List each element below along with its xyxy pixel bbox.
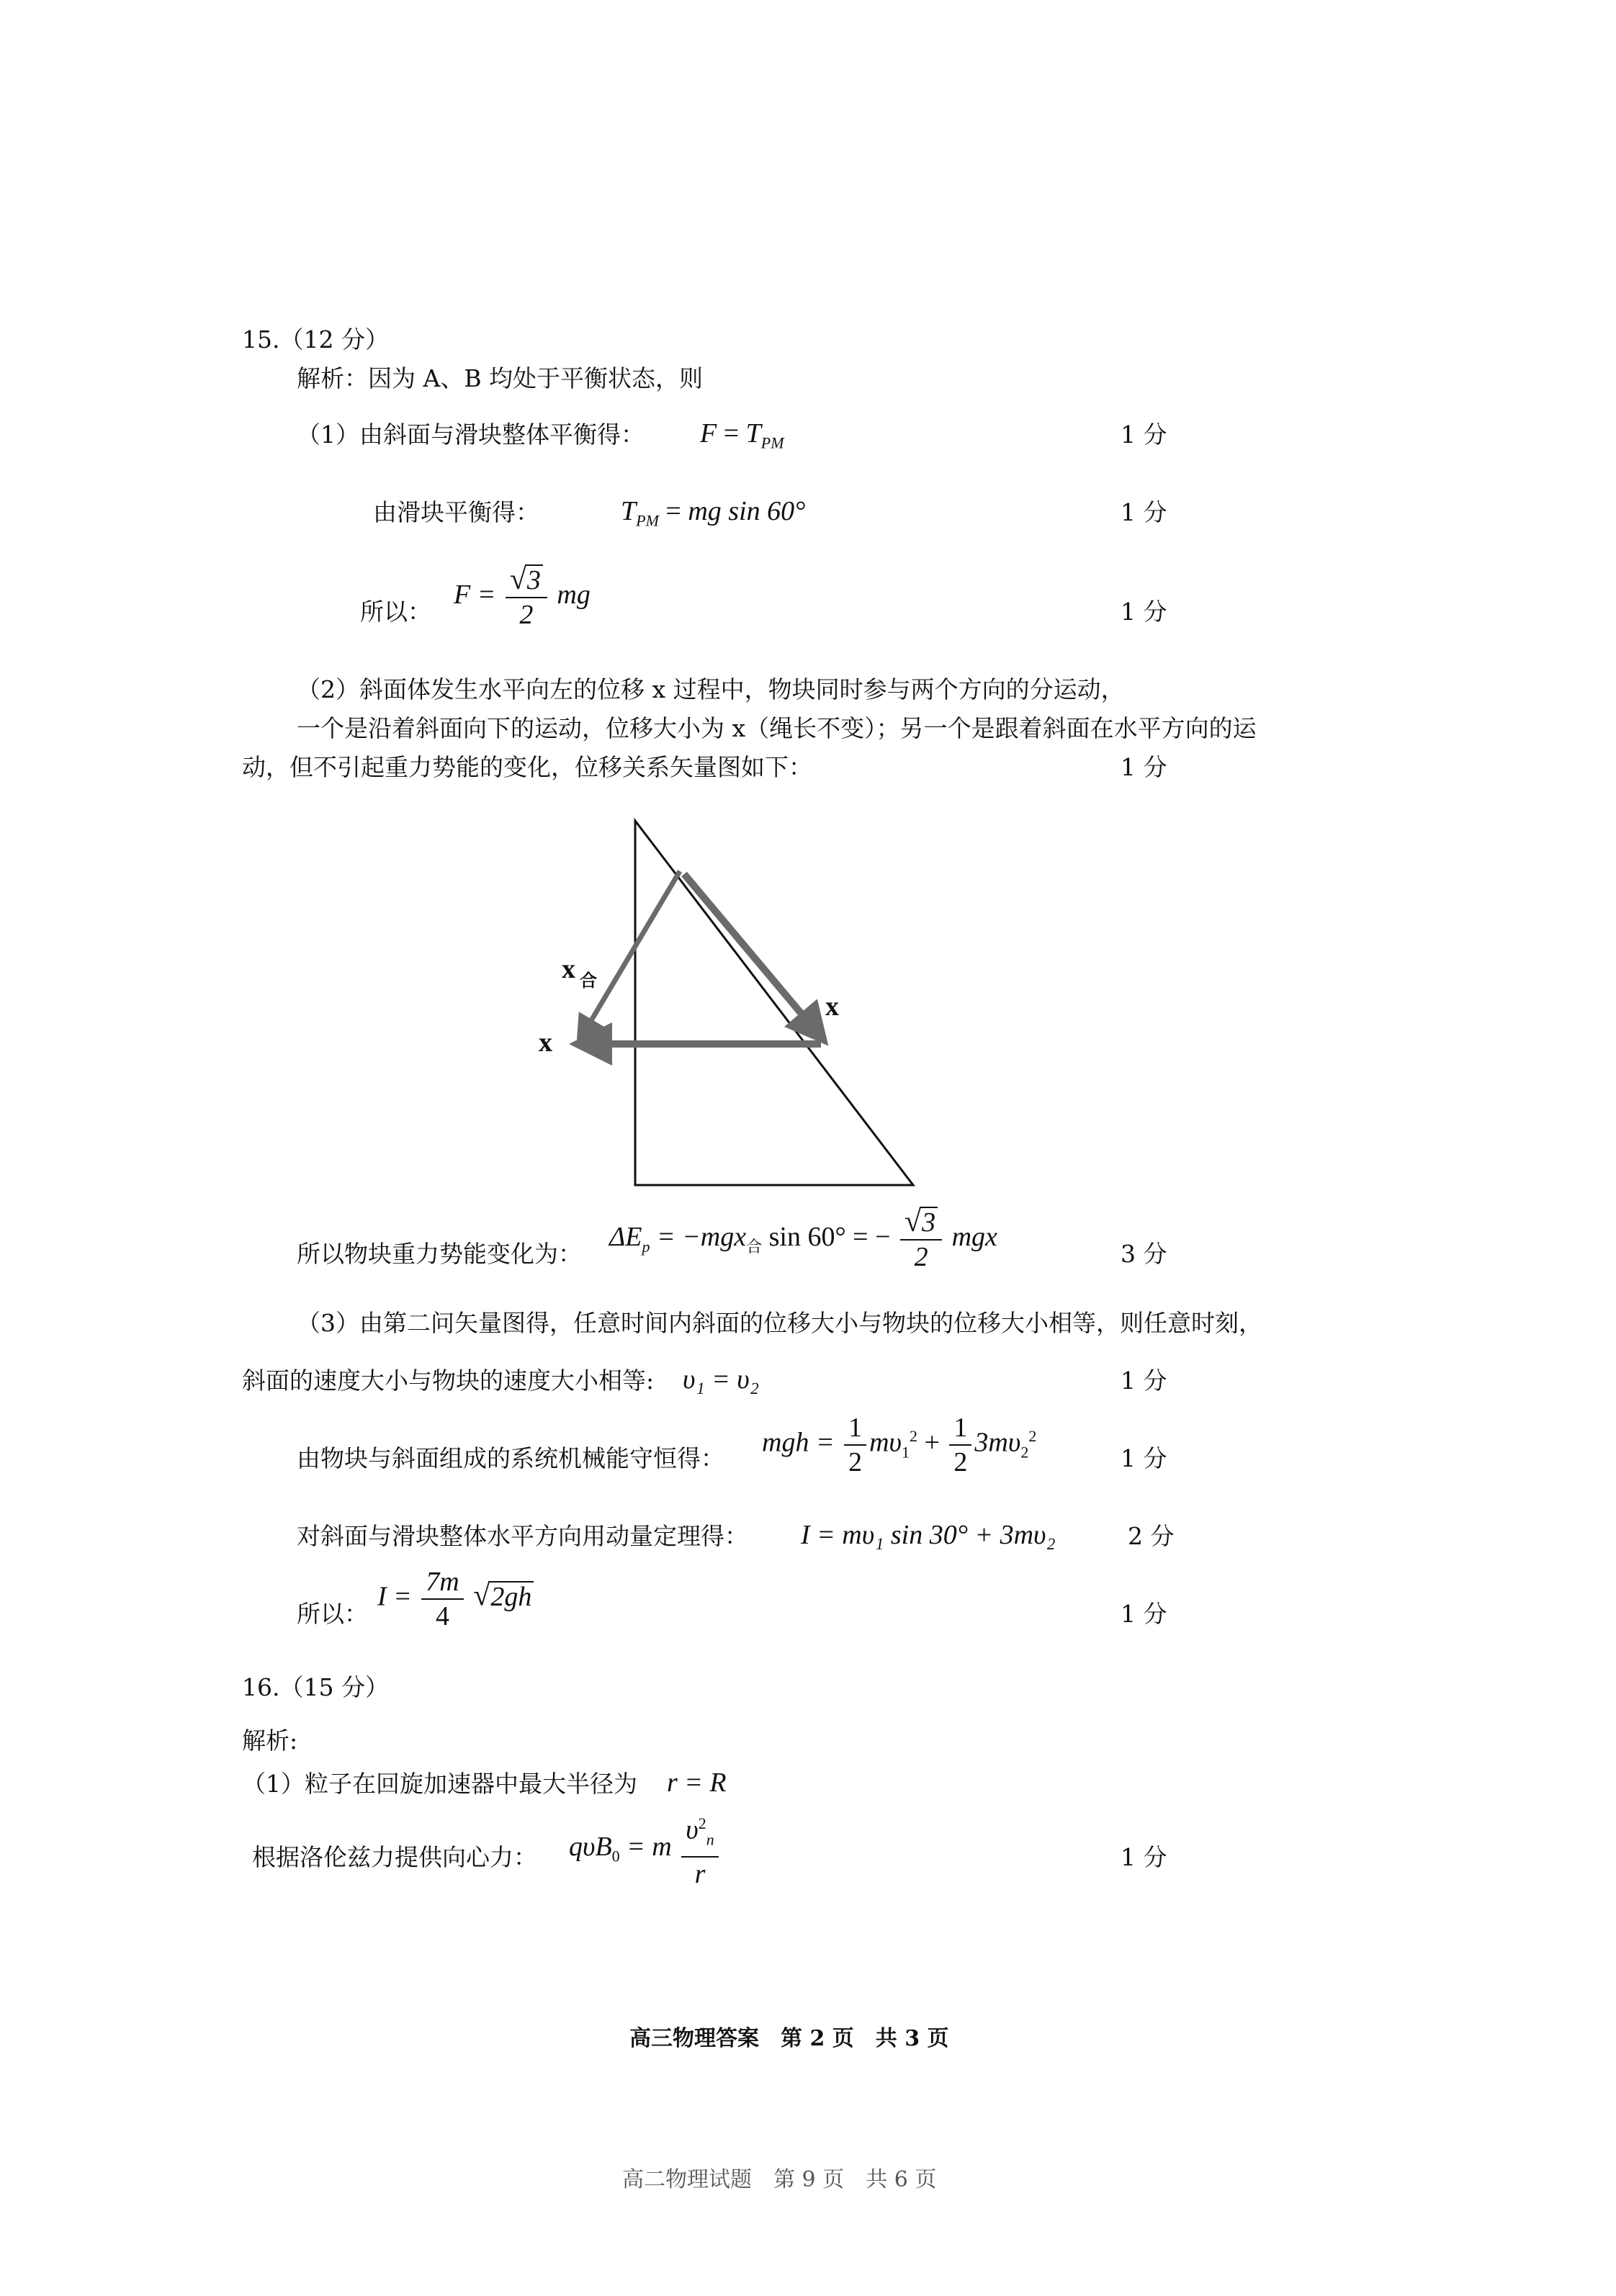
eq-lhs-sub: 0 <box>611 1847 620 1865</box>
eq-mid: = −mgx <box>657 1222 747 1253</box>
denominator: 2 <box>519 600 534 630</box>
page-footer-answer: 高三物理答案 第 2 页 共 3 页 <box>629 2026 949 2051</box>
q15-p2-label: 由滑块平衡得： <box>373 498 539 526</box>
q15-part2-line1: （2）斜面体发生水平向左的位移 x 过程中，物块同时参与两个方向的分运动， <box>297 675 1125 703</box>
eq-lhs: F <box>700 418 717 449</box>
term-1: mυ <box>869 1427 902 1458</box>
q15-result-equation: I = $\frac{7m}{4}$ √2gh <box>377 1567 534 1631</box>
q15-intro: 解析：因为 A、B 均处于平衡状态，则 <box>297 364 704 392</box>
q15-p1-equation: $F = T_{PM}$ <box>700 418 784 452</box>
q15-part2-score: 1 分 <box>1121 753 1167 781</box>
eq-mid: = m <box>627 1831 672 1862</box>
eq-mid-sub: 合 <box>746 1237 763 1256</box>
q16-p2-equation <box>569 1809 722 1889</box>
fraction-half-2: $\frac{1}{2}$ <box>949 1413 971 1477</box>
q15-part3-line2: 斜面的速度大小与物块的速度大小相等: <box>242 1367 655 1395</box>
eq-rhs: T <box>745 418 761 449</box>
q15-mech-equation: mgh = $\frac{1}{2}$ $m\upsilon_1^2$ + $\frac{1}{2}$ $3m\upsilon_2^2$ <box>762 1413 1037 1477</box>
q15-part2-line2: 一个是沿着斜面向下的运动，位移大小为 x（绳长不变）；另一个是跟着斜面在水平方向的运 <box>297 714 1257 742</box>
q15-part3-equation: υ₁ = υ₂ <box>683 1364 759 1395</box>
eq-lhs: ΔE <box>609 1222 642 1253</box>
label-x-horizontal: x <box>539 1027 552 1058</box>
eq-lhs: qυB <box>569 1831 612 1862</box>
eq-rhs: mg sin 60° <box>688 496 806 526</box>
fraction-half-1: $\frac{1}{2}$ <box>844 1413 866 1477</box>
denominator: 2 <box>914 1242 928 1272</box>
q15-p1-label: （1）由斜面与滑块整体平衡得： <box>297 420 645 449</box>
eq-tail: mg <box>557 580 591 611</box>
q15-energy-equation <box>609 1207 997 1272</box>
term-2: 3mυ <box>974 1427 1021 1458</box>
fraction: $\frac{7m}{4}$ <box>421 1567 463 1631</box>
sqrt-three: 3 <box>920 1207 938 1237</box>
eq-lhs: T <box>621 496 637 526</box>
q15-part3-line1: （3）由第二问矢量图得，任意时间内斜面的位移大小与物块的位移大小相等，则任意时刻， <box>297 1309 1262 1337</box>
q16-heading: 16.（15 分） <box>242 1673 389 1701</box>
q16-p2-label: 根据洛伦兹力提供向心力： <box>252 1843 537 1871</box>
eq-lhs-sub: PM <box>636 511 659 530</box>
page-footer-exam: 高二物理试题 第 9 页 共 6 页 <box>622 2167 937 2192</box>
eq-lhs: mgh = <box>762 1427 835 1458</box>
q15-momentum-label: 对斜面与滑块整体水平方向用动量定理得： <box>297 1522 748 1550</box>
q15-p3-label: 所以： <box>360 598 431 626</box>
vector-x-resultant <box>579 871 680 1041</box>
q15-p2-equation: $T_{PM}$ = mg sin 60° <box>621 496 806 530</box>
q16-intro: 解析: <box>242 1726 298 1755</box>
q15-momentum-equation: I = mυ₁ sin 30° + 3mυ₂ <box>801 1520 1056 1550</box>
q15-p3-equation <box>454 564 591 630</box>
eq-lhs: F = <box>454 580 496 611</box>
label-x-incline: x <box>825 991 839 1022</box>
fraction: $\frac{√3}{2}$ <box>900 1207 942 1272</box>
q15-part3-score: 1 分 <box>1121 1367 1167 1395</box>
q16-p1-label: （1）粒子在回旋加速器中最大半径为 <box>242 1770 637 1798</box>
eq-lhs-sub: p <box>642 1237 650 1256</box>
eq-mid2: sin 60° = − <box>768 1222 891 1253</box>
q15-p2-score: 1 分 <box>1121 498 1167 526</box>
eq-lhs: I = <box>377 1581 412 1612</box>
eq-rhs-sub: PM <box>760 433 784 452</box>
label-x-resultant: x $_合$ <box>562 954 597 991</box>
q15-p1-score: 1 分 <box>1121 420 1167 449</box>
q16-p2-score: 1 分 <box>1121 1843 1167 1871</box>
q16-p1-equation: r = R <box>667 1768 727 1798</box>
q15-heading: 15.（12 分） <box>242 325 389 354</box>
fraction: $\frac{\upsilon^2_n}{r}$ <box>681 1809 718 1889</box>
vector-x-along-incline <box>684 874 824 1040</box>
q15-energy-score: 3 分 <box>1121 1240 1167 1268</box>
q15-momentum-score: 2 分 <box>1128 1522 1175 1550</box>
q15-part2-line3: 动，但不引起重力势能的变化，位移关系矢量图如下： <box>242 753 812 781</box>
q15-mech-score: 1 分 <box>1121 1444 1167 1472</box>
fraction: $\frac{√3}{2}$ <box>506 564 547 630</box>
q15-result-score: 1 分 <box>1121 1600 1167 1628</box>
q15-result-label: 所以： <box>297 1600 368 1628</box>
q15-mech-label: 由物块与斜面组成的系统机械能守恒得： <box>297 1444 724 1472</box>
displacement-vector-diagram <box>504 799 951 1202</box>
eq-tail: mgx <box>951 1222 997 1253</box>
q15-p3-score: 1 分 <box>1121 598 1167 626</box>
sqrt-three: 3 <box>525 564 543 595</box>
q15-energy-label: 所以物块重力势能变化为： <box>297 1240 582 1268</box>
sqrt-2gh: 2gh <box>488 1581 534 1611</box>
